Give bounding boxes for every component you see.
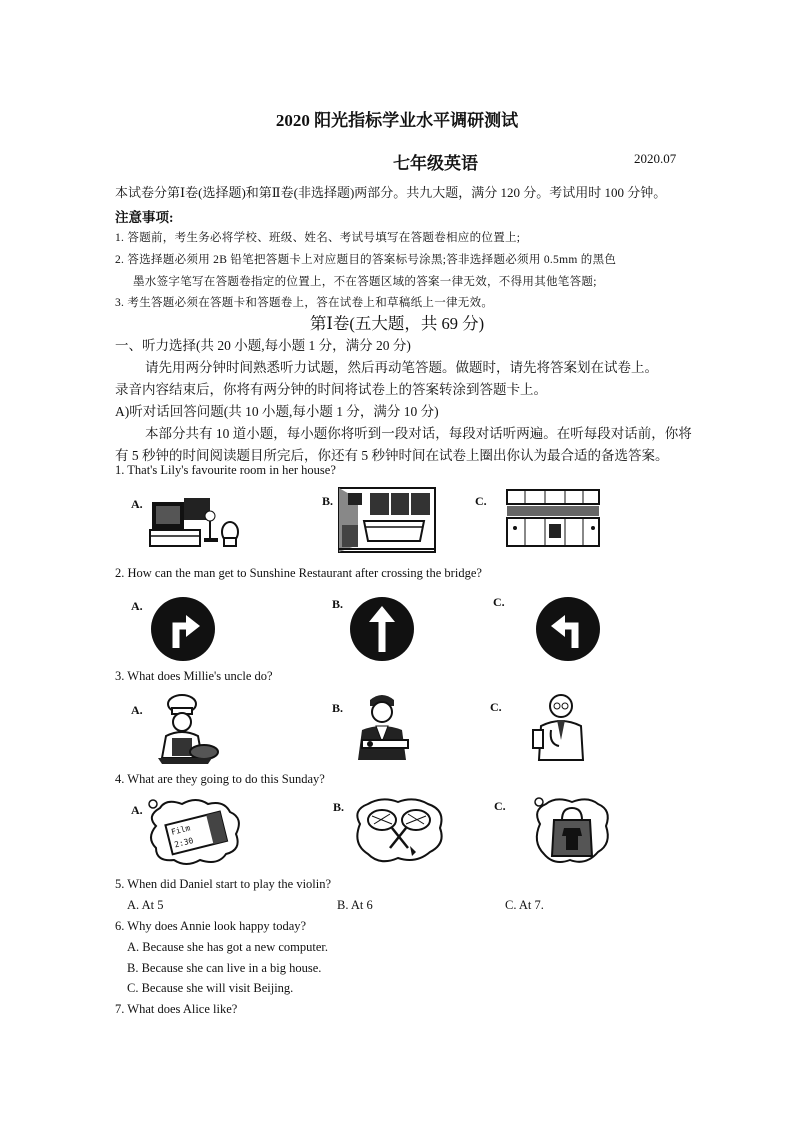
- q2-option-c-label: C.: [493, 595, 505, 609]
- instruction-line-1: 请先用两分钟时间熟悉听力试题，然后再动笔答题。做题时，请先将答案划在试卷上。: [145, 360, 658, 375]
- notice-heading: 注意事项:: [115, 210, 174, 225]
- exam-title: 2020 阳光指标学业水平调研测试: [275, 111, 519, 130]
- question-3: 3. What does Millie's uncle do?: [115, 669, 273, 683]
- notice-item-2: 2. 答选择题必须用 2B 铅笔把答题卡上对应题目的答案标号涂黑;答非选择题必须用 0.5mm 的黑色: [115, 254, 617, 266]
- cook-picture: [152, 694, 220, 766]
- q4-option-a-label: A.: [131, 803, 143, 817]
- question-4: 4. What are they going to do this Sunday?: [115, 772, 325, 786]
- kitchen-picture: [505, 488, 601, 548]
- q5-option-c: C. At 7.: [505, 898, 544, 912]
- q1-option-c-label: C.: [475, 494, 487, 508]
- question-2: 2. How can the man get to Sunshine Restaurant after crossing the bridge?: [115, 566, 482, 580]
- notice-item-3: 3. 考生答题必须在答题卡和答题卷上，答在试卷上和草稿纸上一律无效。: [115, 297, 494, 309]
- subsection-a-line-1: 本部分共有 10 道小题，每小题你将听到一段对话，每段对话听两遍。在听每段对话前，你将: [145, 426, 692, 441]
- q3-option-b-label: B.: [332, 701, 344, 715]
- question-6: 6. Why does Annie look happy today?: [115, 919, 307, 933]
- exam-date: 2020.07: [634, 151, 677, 166]
- subsection-a-title: A)听对话回答问题(共 10 小题,每小题 1 分，满分 10 分): [115, 404, 439, 419]
- q3-option-a-label: A.: [131, 703, 143, 717]
- shopping-bag-picture: [530, 794, 614, 868]
- q1-option-b-label: B.: [322, 494, 334, 508]
- q5-option-a: A. At 5: [127, 898, 164, 912]
- waiter-picture: [352, 690, 418, 762]
- notice-item-1: 1. 答题前，考生务必将学校、班级、姓名、考试号填写在答题卷相应的位置上;: [115, 232, 521, 244]
- badminton-rackets-picture: [350, 796, 448, 866]
- exam-subtitle: 七年级英语: [393, 154, 478, 173]
- turn-right-sign-icon: [150, 596, 216, 662]
- exam-intro: 本试卷分第Ⅰ卷(选择题)和第Ⅱ卷(非选择题)两部分。共九大题，满分 120 分。考试用时 100 分钟。: [115, 185, 667, 200]
- q4-option-c-label: C.: [494, 799, 506, 813]
- go-straight-sign-icon: [349, 596, 415, 662]
- ticket-time-text: 2:30: [173, 836, 195, 850]
- ticket-film-text: Film: [170, 823, 192, 837]
- bathroom-picture: [338, 487, 436, 553]
- q6-option-b: B. Because she can live in a big house.: [127, 961, 322, 975]
- q3-option-c-label: C.: [490, 700, 502, 714]
- q1-option-a-label: A.: [131, 497, 143, 511]
- question-7: 7. What does Alice like?: [115, 1002, 238, 1016]
- q2-option-b-label: B.: [332, 597, 344, 611]
- q6-option-c: C. Because she will visit Beijing.: [127, 981, 294, 995]
- q2-option-a-label: A.: [131, 599, 143, 613]
- living-room-picture: [148, 492, 244, 548]
- notice-item-2-cont: 墨水签字笔写在答题卷指定的位置上，不在答题区域的答案一律无效，不得用其他笔答题;: [133, 276, 597, 288]
- q4-option-b-label: B.: [333, 800, 345, 814]
- question-1: 1. That's Lily's favourite room in her house?: [115, 463, 336, 477]
- film-tickets-picture: [146, 796, 244, 868]
- instruction-line-2: 录音内容结束后，你将有两分钟的时间将试卷上的答案转涂到答题卡上。: [115, 382, 547, 397]
- turn-left-sign-icon: [535, 596, 601, 662]
- q5-option-b: B. At 6: [337, 898, 373, 912]
- section-title: 一、听力选择(共 20 小题,每小题 1 分，满分 20 分): [115, 338, 411, 353]
- part-one-title: 第Ⅰ卷(五大题，共 69 分): [309, 314, 485, 333]
- question-5: 5. When did Daniel start to play the violin?: [115, 877, 332, 891]
- subsection-a-line-2: 有 5 秒钟的时间阅读题目所完后，你还有 5 秒钟时间在试卷上圈出你认为最合适的备选答案。: [115, 448, 669, 463]
- q6-option-a: A. Because she has got a new computer.: [127, 940, 328, 954]
- doctor-picture: [525, 690, 591, 762]
